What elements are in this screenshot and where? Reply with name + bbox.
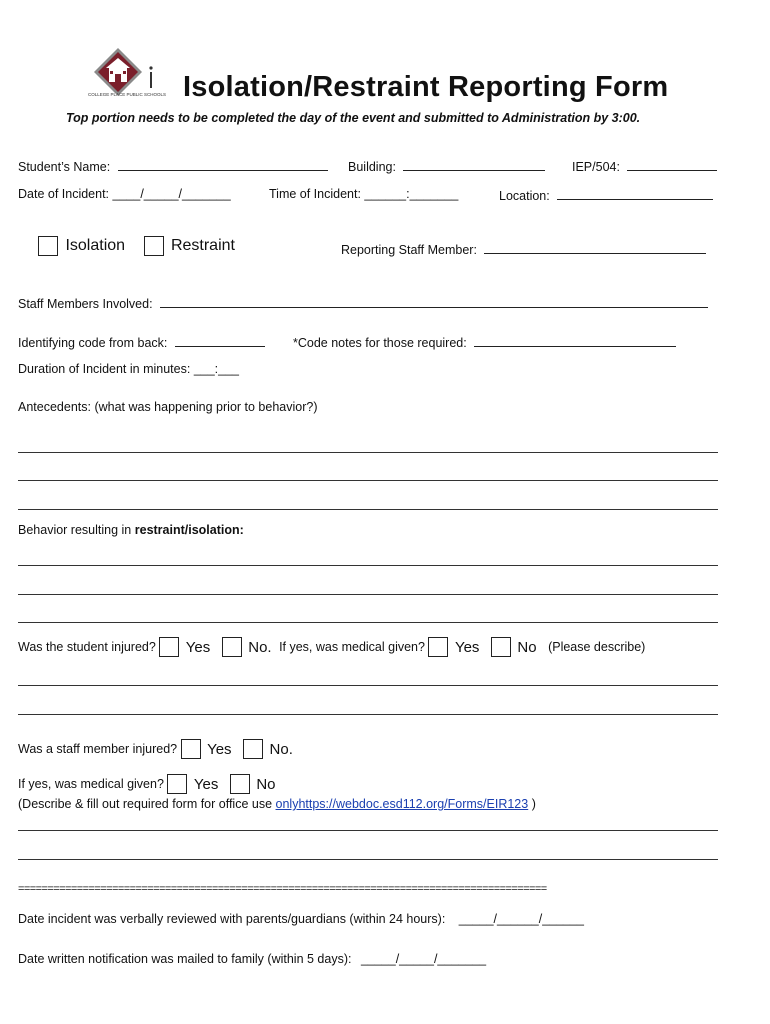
restraint-checkbox[interactable] xyxy=(144,236,164,256)
student-injured-yes-label: Yes xyxy=(185,638,211,656)
duration-label: Duration of Incident in minutes: xyxy=(18,362,191,376)
eir-form-link[interactable]: onlyhttps://webdoc.esd112.org/Forms/EIR123 xyxy=(275,797,529,811)
behavior-line-2[interactable] xyxy=(18,594,718,595)
reporting-staff-label: Reporting Staff Member: xyxy=(341,243,477,257)
behavior-label-prefix: Behavior resulting in xyxy=(18,523,132,537)
iep-label: IEP/504: xyxy=(572,160,620,174)
student-injured-label: Was the student injured? xyxy=(18,640,156,654)
written-notice-field[interactable]: _____/_____/_______ xyxy=(360,952,487,966)
student-injured-no-checkbox[interactable] xyxy=(222,637,242,657)
staff-injured-yes-checkbox[interactable] xyxy=(181,739,201,759)
school-logo xyxy=(88,44,166,102)
student-name-label: Student’s Name: xyxy=(18,160,111,174)
identifying-code-row xyxy=(18,334,265,350)
behavior-label-bold: restraint/isolation: xyxy=(134,523,244,537)
code-notes-row xyxy=(293,334,676,350)
reporting-staff-row xyxy=(341,241,706,257)
staff-medical-yes-checkbox[interactable] xyxy=(167,774,187,794)
staff-injured-no-label: No. xyxy=(269,740,293,758)
verbal-review-label: Date incident was verbally reviewed with parents/guardians (within 24 hours): xyxy=(18,912,446,926)
verbal-review-row xyxy=(18,912,584,926)
building-field[interactable] xyxy=(403,158,545,171)
time-incident-label: Time of Incident: xyxy=(269,187,361,201)
describe-row xyxy=(18,797,536,811)
student-medical-yes-label: Yes xyxy=(454,638,480,656)
isolation-checkbox[interactable] xyxy=(38,236,58,256)
staff-injured-label: Was a staff member injured? xyxy=(18,742,178,756)
behavior-line-1[interactable] xyxy=(18,565,718,566)
describe-suffix: ) xyxy=(531,797,536,811)
iep-field[interactable] xyxy=(627,158,717,171)
restraint-label: Restraint xyxy=(170,237,235,254)
staff-injured-yes-label: Yes xyxy=(207,740,232,758)
behavior-label xyxy=(18,523,244,537)
code-notes-field[interactable] xyxy=(474,334,676,347)
student-name-field[interactable] xyxy=(118,158,328,171)
iep-row xyxy=(572,158,717,174)
section-separator: ========================================================================================== xyxy=(18,883,547,895)
antecedents-label: Antecedents: (what was happening prior to behavior?) xyxy=(18,400,318,414)
student-injured-row xyxy=(18,637,645,657)
student-name-row xyxy=(18,158,328,174)
logo-text: COLLEGE PLACE PUBLIC SCHOOLS xyxy=(88,92,167,97)
written-notice-row xyxy=(18,952,486,966)
reporting-staff-field[interactable] xyxy=(484,241,706,254)
describe-prefix: (Describe & fill out required form for office use xyxy=(18,797,273,811)
antecedents-line-2[interactable] xyxy=(18,480,718,481)
time-incident-row xyxy=(269,187,458,201)
identifying-code-label: Identifying code from back: xyxy=(18,336,168,350)
please-describe-label: (Please describe) xyxy=(548,640,646,654)
antecedents-line-1[interactable] xyxy=(18,452,718,453)
isolation-label: Isolation xyxy=(65,237,126,254)
staff-injury-line-2[interactable] xyxy=(18,859,718,860)
student-medical-no-checkbox[interactable] xyxy=(491,637,511,657)
page-title: Isolation/Restraint Reporting Form xyxy=(183,71,669,103)
behavior-line-3[interactable] xyxy=(18,622,718,623)
location-field[interactable] xyxy=(557,187,713,200)
verbal-review-field[interactable]: _____/______/______ xyxy=(458,912,584,926)
student-injured-yes-checkbox[interactable] xyxy=(159,637,179,657)
student-injured-no-label: No. xyxy=(248,638,272,656)
antecedents-line-3[interactable] xyxy=(18,509,718,510)
duration-row xyxy=(18,362,239,376)
staff-involved-label: Staff Members Involved: xyxy=(18,297,153,311)
code-notes-label: *Code notes for those required: xyxy=(293,336,467,350)
staff-medical-label: If yes, was medical given? xyxy=(18,777,164,791)
staff-medical-row xyxy=(18,774,284,794)
identifying-code-field[interactable] xyxy=(175,334,265,347)
student-medical-label: If yes, was medical given? xyxy=(279,640,425,654)
building-row xyxy=(348,158,545,174)
student-injury-line-2[interactable] xyxy=(18,714,718,715)
staff-medical-no-label: No xyxy=(256,775,276,793)
building-label: Building: xyxy=(348,160,396,174)
student-medical-no-label: No xyxy=(517,638,537,656)
student-injury-line-1[interactable] xyxy=(18,685,718,686)
staff-medical-no-checkbox[interactable] xyxy=(230,774,250,794)
staff-injured-row xyxy=(18,739,301,759)
page-subtitle: Top portion needs to be completed the day of the event and submitted to Administration by 3:00. xyxy=(66,111,641,125)
duration-field[interactable]: ___:___ xyxy=(193,362,239,376)
staff-injured-no-checkbox[interactable] xyxy=(243,739,263,759)
staff-medical-yes-label: Yes xyxy=(193,775,219,793)
date-incident-label: Date of Incident: xyxy=(18,187,110,201)
staff-involved-row xyxy=(18,295,708,311)
time-incident-field[interactable]: ______:_______ xyxy=(364,187,459,201)
date-incident-field[interactable]: ____/_____/_______ xyxy=(112,187,231,201)
location-row xyxy=(499,187,713,203)
location-label: Location: xyxy=(499,189,550,203)
written-notice-label: Date written notification was mailed to family (within 5 days): xyxy=(18,952,352,966)
staff-injury-line-1[interactable] xyxy=(18,830,718,831)
type-checkboxes xyxy=(38,236,243,256)
date-incident-row xyxy=(18,187,231,201)
staff-involved-field[interactable] xyxy=(160,295,708,308)
student-medical-yes-checkbox[interactable] xyxy=(428,637,448,657)
